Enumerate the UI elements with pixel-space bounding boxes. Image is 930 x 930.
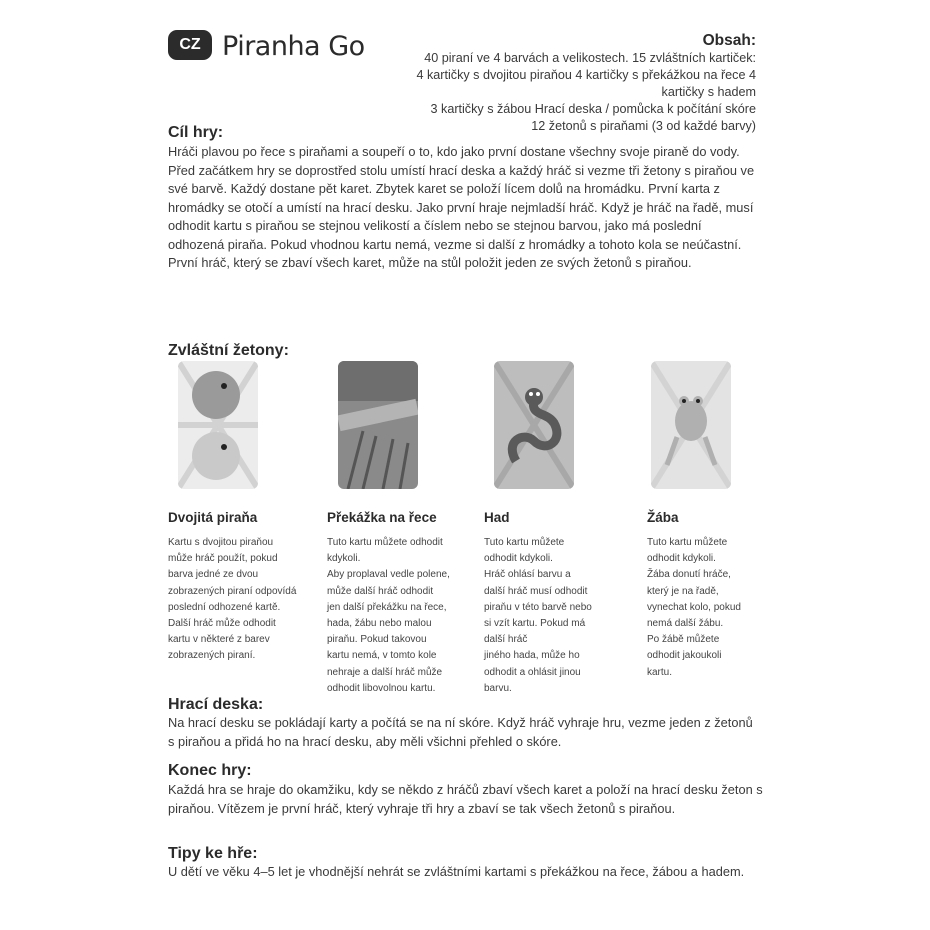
frog-illustration <box>651 361 731 489</box>
special-item-title: Překážka na řece <box>327 510 437 525</box>
special-item-snake <box>484 510 624 697</box>
game-end-text: Každá hra se hraje do okamžiku, kdy se někdo z hráčů zbaví všech karet a položí na hrací desku žeton s piraňou. Vítězem je první hráč, který vyhraje tři hry a zbaví se tak všech žetonů s piraňou. <box>168 782 763 816</box>
contents-block <box>384 32 756 135</box>
special-item-frog <box>647 510 762 681</box>
goal-paragraph: Před začátkem hry se doprostřed stolu umístí hrací deska a každý hráč si vezme tři žetony s piraňou ve své barvě. Každý dostane pět karet. Zbytek karet se položí lícem dolů na hromádku. První karta z hromádky se otočí a umístí na hrací desku. Jako první hraje nejmladší hráč. Když je hráč na řadě, musí odhodit kartu s piraňou se stejnou velikostí a číslem nebo se stejnou barvou, jako má poslední odhozená piraňa. Pokud vhodnou kartu nemá, vezme si další z hromádky a tohoto kola se neúčastní. <box>168 162 755 252</box>
double-piranha-card-image <box>178 361 258 489</box>
contents-line: kartičky s hadem <box>661 85 756 99</box>
contents-line: 3 kartičky s žábou Hrací deska / pomůcka k počítání skóre <box>430 102 756 116</box>
special-item-text: Tuto kartu můžete odhodit kdykoli. Hráč ohlásí barvu a další hráč musí odhodit piraňu v této barvě nebo si vzít kartu. Pokud má další hráč jiného hada, může ho odhodit a ohlásit jinou barvu. <box>484 537 592 694</box>
river-obstacle-card-image <box>338 361 418 489</box>
game-end-heading: Konec hry: <box>168 762 252 779</box>
special-item-text: Kartu s dvojitou piraňou může hráč použít, pokud barva jedné ze dvou zobrazených piraní odpovídá poslední odhozené kartě. Další hráč může odhodit kartu v některé z barev zobrazených piraní. <box>168 537 297 662</box>
board-heading: Hrací deska: <box>168 696 264 713</box>
goal-paragraph: Hráči plavou po řece s piraňami a soupeří o to, kdo jako první dostane všechny svoje piraně do vody. <box>168 144 740 159</box>
river-obstacle-illustration <box>338 361 418 489</box>
board-text: Na hrací desku se pokládají karty a počítá se na ní skóre. Když hráč vyhraje hru, vezme jeden z žetonů s piraňou a přidá ho na hrací desku, aby měli všichni přehled o skóre. <box>168 715 753 749</box>
contents-line: 12 žetonů s piraňami (3 od každé barvy) <box>531 119 756 133</box>
tips-heading: Tipy ke hře: <box>168 845 258 862</box>
document-title: Piranha Go <box>222 31 365 62</box>
snake-illustration <box>494 361 574 489</box>
double-piranha-illustration <box>178 361 258 489</box>
goal-paragraph: První hráč, který se zbaví všech karet, může na stůl položit jeden ze svých žetonů s piraňou. <box>168 255 692 270</box>
special-tokens-heading: Zvláštní žetony: <box>168 342 289 359</box>
frog-card-image <box>651 361 731 489</box>
special-item-title: Žába <box>647 510 679 525</box>
goal-text <box>168 143 758 273</box>
special-item-text: Tuto kartu můžete odhodit kdykoli. Aby proplaval vedle polene, může další hráč odhodit jen další překážku na řece, hada, žábu nebo malou piraňu. Pokud takovou kartu nemá, v tomto kole nehraje a další hráč může odhodit libovolnou kartu. <box>327 537 450 694</box>
contents-line: 4 kartičky s dvojitou piraňou 4 kartičky s překážkou na řece 4 <box>416 68 756 82</box>
goal-heading: Cíl hry: <box>168 124 224 141</box>
language-badge: CZ <box>168 30 212 60</box>
special-item-river-obstacle <box>327 510 467 697</box>
contents-line: 40 piraní ve 4 barvách a velikostech. 15 zvláštních kartiček: <box>424 51 756 65</box>
special-item-double-piranha <box>168 510 308 665</box>
tips-text: U dětí ve věku 4–5 let je vhodnější nehrát se zvláštními kartami s překážkou na řece, žábou a hadem. <box>168 864 745 879</box>
snake-card-image <box>494 361 574 489</box>
special-item-title: Had <box>484 510 510 525</box>
special-item-title: Dvojitá piraňa <box>168 510 258 525</box>
contents-heading: Obsah: <box>702 32 756 49</box>
special-item-text: Tuto kartu můžete odhodit kdykoli. Žába donutí hráče, který je na řadě, vynechat kolo, pokud nemá další žábu. Po žábě můžete odhodit jakoukoli kartu. <box>647 537 741 678</box>
